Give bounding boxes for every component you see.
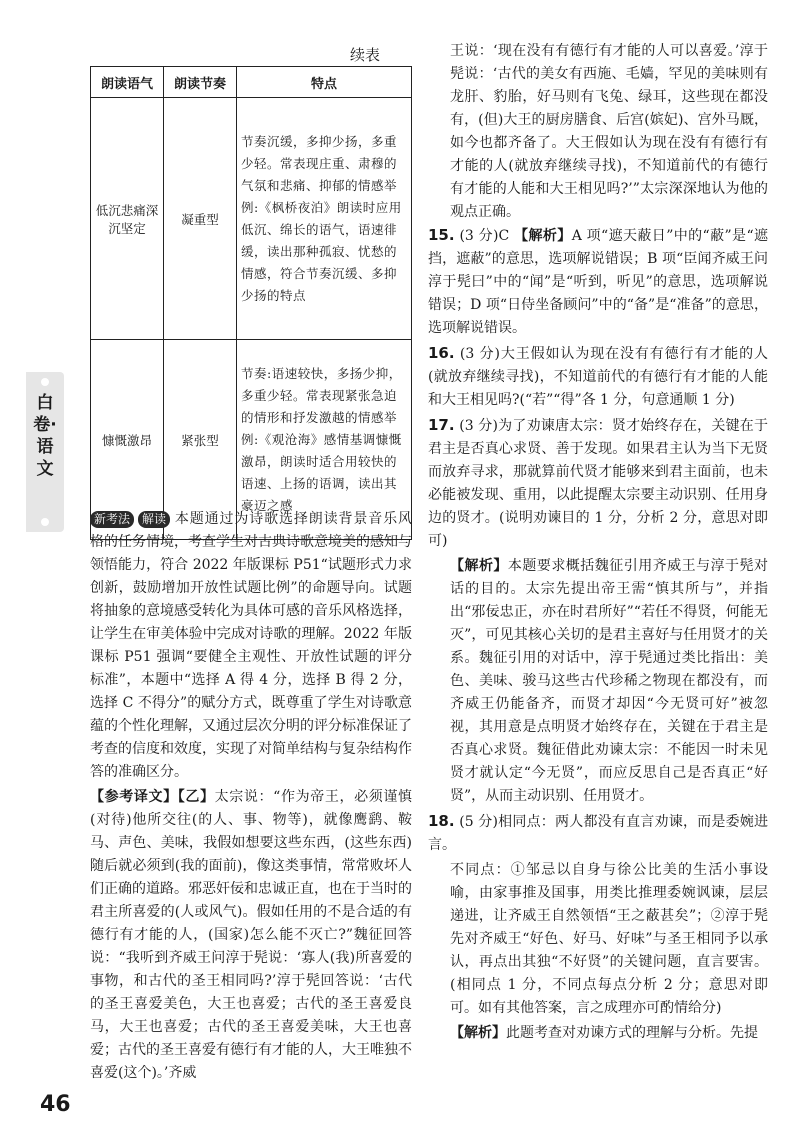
- right-column: [428, 40, 768, 1047]
- table-header: 朗读语气: [91, 67, 164, 98]
- xinkaofa-paragraph: [90, 508, 412, 784]
- answer-same: (5 分)相同点：两人都没有直言劝谏，而是委婉进言。: [428, 814, 769, 853]
- jiexi-label: 【解析】: [450, 1025, 506, 1041]
- analysis-18: [428, 1022, 768, 1045]
- question-number: 15.: [428, 226, 455, 244]
- table-cell-tone: 慷慨激昂: [91, 340, 164, 540]
- xinkaofa-text: 本题通过为诗歌选择朗读背景音乐风格的任务情境，考查学生对古典诗歌意境美的感知与领悟能力，符合 2022 年版课标 P51“试题形式力求创新，鼓励增加开放性试题比例”的命题导向。试题将抽象的意境感受转化为具体可感的音乐风格选择，让学生在审美体验中完成对诗歌的理解。2022 年版课标 P51 强调“要健全主观性、开放性试题的评分标准”，本题中“选择 A 得 4 分，选择 B 得 2 分，选择 C 不得分”的赋分方式，既尊重了学生对诗歌意蕴的个性化理解，又通过层次分明的评分标准保证了考查的信度和效度，实现了对简单结构与复杂结构作答的准确区分。: [90, 511, 412, 780]
- table-cell-feature: 节奏:语速较快，多扬少抑，多重少轻。常表现紧张急迫的情形和抒发激越的情感举例:《观沧海》感情基调慷慨激昂，朗读时适合用较快的语速、上扬的语调，读出其豪迈之感: [237, 340, 412, 540]
- page-number: 46: [40, 1092, 71, 1117]
- translation-part: 【乙】: [177, 789, 215, 805]
- table-header: 特点: [237, 67, 412, 98]
- tab-dot-icon: [41, 518, 49, 526]
- question-number: 18.: [428, 812, 455, 830]
- side-tab-label: 白卷·语文: [33, 393, 57, 479]
- answer-15: [428, 224, 768, 340]
- xinkaofa-tag: 新考法: [90, 511, 134, 528]
- table-header-row: [91, 67, 412, 98]
- table-row: [91, 98, 412, 340]
- jiexi-label: 【解析】: [514, 228, 572, 244]
- table-cell-feature: 节奏沉缓，多抑少扬，多重少轻。常表现庄重、肃穆的气氛和悲痛、抑郁的情感举例:《枫桥夜泊》朗读时应用低沉、绵长的语气，语速徘缓，读出那种孤寂、忧愁的情感，符合节奏沉缓、多抑少扬的特点: [237, 98, 412, 340]
- answer-16: [428, 342, 768, 412]
- table-caption: 续表: [350, 46, 381, 64]
- translation-text: 太宗说：“作为帝王，必须谨慎(对待)他所交往(的人、事、物等)，就像鹰鹞、鞍马、声色、美味，我假如想要这些东西，(这些东西)随后就必须到(我的面前)，像这类事情，常常败坏人们正确的道路。邪恶奸佞和忠诚正直，也在于当时的君主所喜爱的(人或风气)。假如任用的不是合适的有德行有才能的人，(国家)怎么能不灭亡?”魏征回答说：“我听到齐威王问淳于髡说：‘寡人(我)所喜爱的事物，和古代的圣王相同吗?’淳于髡回答说：‘古代的圣王喜爱美色，大王也喜爱；古代的圣王喜爱良马，大王也喜爱；古代的圣王喜爱美味，大王也喜爱；古代的圣王喜爱有德行有才能的人，大王唯独不喜爱(这个)。’齐威: [90, 789, 412, 1081]
- translation-paragraph: [90, 786, 412, 1085]
- left-text-block: [90, 508, 412, 1085]
- answer-18-diff: 不同点：①邹忌以自身与徐公比美的生活小事设喻，由家事推及国事，用类比推理委婉讽谏，层层递进，让齐威王自然领悟“王之蔽甚矣”；②淳于髡先对齐威王“好色、好马、好味”与圣王相同予以承认，再点出其独“不好贤”的关键问题，直言要害。(相同点 1 分，不同点每点分析 2 分；意思对即可。如有其他答案，言之成理亦可酌情给分): [450, 862, 768, 1016]
- table-cell-rhythm: 紧张型: [164, 340, 237, 540]
- answer-text: (3 分)为了劝谏唐太宗：贤才始终存在，关键在于君主是否真心求贤、善于发现。如果君主认为当下无贤而放弃寻求，那就算前代贤才能够来到君主面前，也未必能被发现、重用，以此提醒太宗要主动识别、任用身边的贤才。(说明劝谏目的 1 分，分析 2 分，意思对即可): [428, 418, 769, 549]
- analysis-text: 本题要求概括魏征引用齐威王与淳于髡对话的目的。太宗先提出帝王需“慎其所与”，并指出“邪佞忠正，亦在时君所好”“若任不得贤，何能无灭”，可见其核心关切的是君主喜好与任用贤才的关系。魏征引用的对话中，淳于髡通过类比指出：美色、美味、骏马这些古代珍稀之物现在都没有，而齐威王仍能备齐，而贤才却因“今无贤可好”被忽视，其用意是点明贤才始终存在，关键在于君主是否真心求贤。魏征借此劝谏太宗：不能因一时未见贤才就认定“今无贤”，而应反思自己是否真正“好贤”，从而主动识别、任用贤才。: [450, 558, 769, 804]
- answer-text: A 项“遮天蔽日”中的“蔽”是“遮挡，遮蔽”的意思，选项解说错误；B 项“臣闻齐威王问淳于髡曰”中的“闻”是“听到，听见”的意思，选项解说错误；D 项“日侍坐备顾问”中的“备”是“准备”的意思，选项解说错误。: [428, 228, 769, 336]
- reading-style-table: [90, 66, 412, 540]
- tab-dot-icon: [41, 378, 49, 386]
- translation-continued: 王说：‘现在没有有德行有才能的人可以喜爱。’淳于髡说：‘古代的美女有西施、毛嫱，罕见的美味则有龙肝、豹胎，好马则有飞兔、绿耳，这些现在都没有，(但)大王的厨房膳食、后宫(嫔妃)、宫外马厩，如今也都齐备了。大王假如认为现在没有有德行有才能的人(就放弃继续寻找)，不知道前代的有德行有才能的人能和大王相见吗?’”太宗深深地认为他的观点正确。: [450, 43, 768, 220]
- answer-17: [428, 414, 768, 553]
- answer-text: (3 分)大王假如认为现在没有有德行有才能的人(就放弃继续寻找)，不知道前代的有德行有才能的人能和大王相见吗?(“若”“得”各 1 分，句意通顺 1 分): [428, 346, 768, 408]
- table-header: 朗读节奏: [164, 67, 237, 98]
- table-cell-rhythm: 凝重型: [164, 98, 237, 340]
- answer-score: (3 分)C: [459, 228, 510, 244]
- analysis-17: [428, 555, 768, 808]
- jiexi-label: 【解析】: [450, 558, 508, 574]
- answer-18: [428, 810, 768, 857]
- translation-label: 【参考译文】: [90, 789, 178, 805]
- side-tab: [26, 372, 64, 532]
- analysis-text: 此题考查对劝谏方式的理解与分析。先提: [506, 1025, 758, 1041]
- table-cell-tone: 低沉悲痛深沉坚定: [91, 98, 164, 340]
- question-number: 16.: [428, 344, 455, 362]
- jiedu-tag: 解读: [138, 511, 170, 528]
- question-number: 17.: [428, 416, 455, 434]
